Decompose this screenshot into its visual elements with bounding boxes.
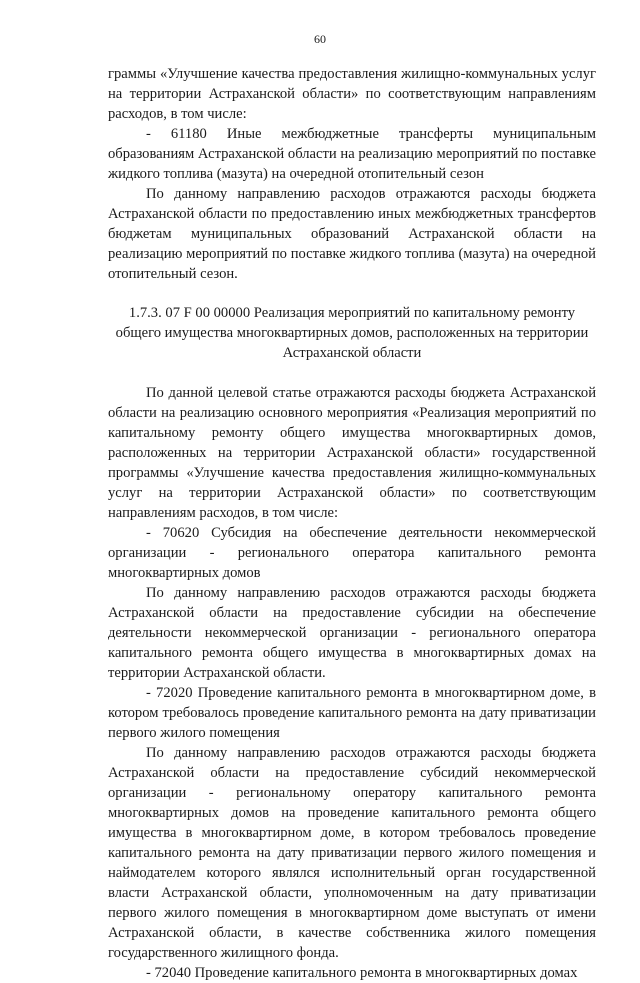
section-heading-line: Астраханской области — [282, 345, 422, 361]
paragraph-70620-description: По данному направлению расходов отражаются расходы бюджета Астраханской области на предоставление субсидии на обеспечение деятельности некоммерческой организации - регионального оператора капитального ремонта общего имущества в многоквартирных домах на территории Астраханской области. — [108, 585, 596, 681]
body-text — [108, 64, 596, 983]
paragraph-target-article: По данной целевой статье отражаются расходы бюджета Астраханской области на реализацию основного мероприятия «Реализация мероприятий по капитальному ремонту общего имущества многоквартирных домов, расположенных на территории Астраханской области» государственной программы «Улучшение качества предоставления жилищно-коммунальных услуг на территории Астраханской области» по соответствующим направлениям расходов, в том числе: — [108, 385, 596, 521]
paragraph-61180-description: По данному направлению расходов отражаются расходы бюджета Астраханской области по предоставлению иных межбюджетных трансфертов бюджетам муниципальных образований Астраханской области на реализацию мероприятий по поставке жидкого топлива (мазута) на очередной отопительный сезон. — [108, 186, 596, 282]
paragraph-61180-item: - 61180 Иные межбюджетные трансферты муниципальным образованиям Астраханской области на реализацию мероприятий по поставке жидкого топлива (мазута) на очередной отопительный сезон — [108, 126, 596, 182]
spacer — [108, 363, 596, 383]
page-number: 60 — [314, 32, 326, 46]
section-heading-line: 1.7.3. 07 F 00 00000 Реализация мероприятий по капитальному ремонту — [128, 305, 576, 321]
paragraph-72020-description: По данному направлению расходов отражаются расходы бюджета Астраханской области на предоставление субсидий некоммерческой организации - региональному оператору капитального ремонта многоквартирных домов на проведение капитального ремонта общего имущества в многоквартирном доме, в котором требовалось проведение капитального ремонта на дату приватизации первого жилого помещения и наймодателем которого являлся исполнительный орган государственной власти Астраханской области, уполномоченным на дату приватизации первого жилого помещения в многоквартирном доме выступать от имени Астраханской области, в качестве собственника жилого помещения государственного жилищного фонда. — [108, 745, 596, 961]
paragraph-72020-item: - 72020 Проведение капитального ремонта в многоквартирном доме, в котором требовалось проведение капитального ремонта на дату приватизации первого жилого помещения — [108, 685, 596, 741]
section-heading — [108, 303, 596, 363]
paragraph-70620-item: - 70620 Субсидия на обеспечение деятельности некоммерческой организации - регионального оператора капитального ремонта многоквартирных домов — [108, 525, 596, 581]
paragraph-72040-item: - 72040 Проведение капитального ремонта в многоквартирных домах — [146, 965, 578, 981]
paragraph-program-continuation: граммы «Улучшение качества предоставления жилищно-коммунальных услуг на территории Астраханской области» по соответствующим направлениям расходов, в том числе: — [108, 66, 596, 122]
spacer — [108, 284, 596, 303]
section-heading-line: общего имущества многоквартирных домов, расположенных на территории — [115, 325, 589, 341]
